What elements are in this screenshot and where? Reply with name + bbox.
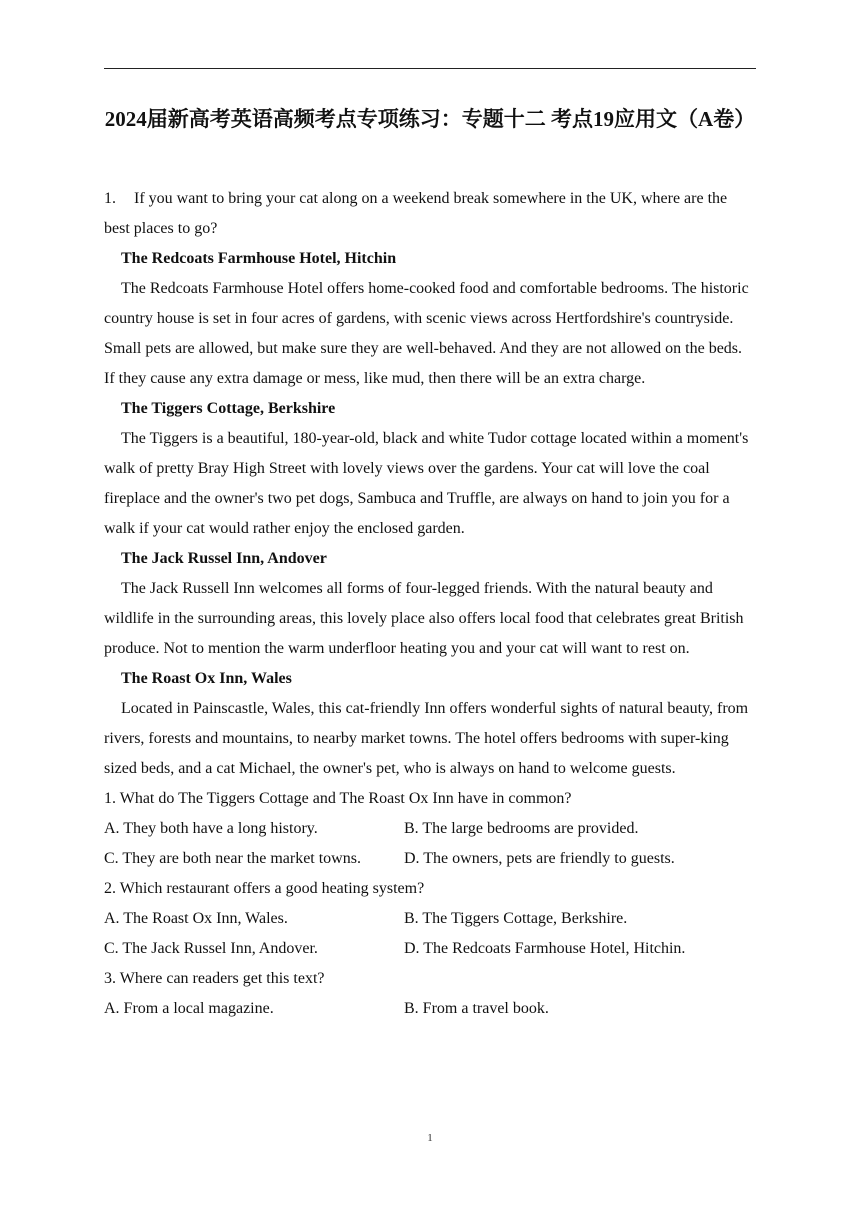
section-heading: The Redcoats Farmhouse Hotel, Hitchin [121, 250, 397, 267]
question-prompt-text: If you want to bring your cat along on a weekend break somewhere in the UK, where are the best places to go? [104, 190, 728, 237]
question-stem: 3. Where can readers get this text? [104, 970, 325, 987]
document-content [104, 184, 756, 1024]
option-a: A. They both have a long history. [104, 820, 318, 837]
option-row [104, 814, 756, 844]
section-heading: The Roast Ox Inn, Wales [121, 670, 292, 687]
page-number: 1 [427, 1132, 433, 1144]
option-row [104, 904, 756, 934]
section-body: The Tiggers is a beautiful, 180-year-old, black and white Tudor cottage located within a moment's walk of pretty Bray High Street with lovely views over the gardens. Your cat will love the coal fireplace and the owner's two pet dogs, Sambuca and Truffle, are always on hand to join you for a walk if your cat would rather enjoy the enclosed garden. [104, 430, 749, 537]
option-c: C. The Jack Russel Inn, Andover. [104, 940, 318, 957]
option-row [104, 994, 756, 1024]
option-b: B. The large bedrooms are provided. [404, 820, 639, 837]
option-b: B. The Tiggers Cottage, Berkshire. [404, 910, 628, 927]
question-prompt [104, 184, 756, 244]
option-row [104, 844, 756, 874]
header-rule [104, 68, 756, 69]
option-a: A. From a local magazine. [104, 1000, 274, 1017]
section-heading: The Tiggers Cottage, Berkshire [121, 400, 336, 417]
option-d: D. The Redcoats Farmhouse Hotel, Hitchin. [404, 940, 686, 957]
page-title: 2024届新高考英语高频考点专项练习：专题十二 考点19应用文（A卷） [104, 107, 756, 131]
question-number: 1. [104, 190, 116, 207]
section-heading: The Jack Russel Inn, Andover [121, 550, 327, 567]
option-a: A. The Roast Ox Inn, Wales. [104, 910, 288, 927]
question-stem: 1. What do The Tiggers Cottage and The Roast Ox Inn have in common? [104, 790, 572, 807]
option-row [104, 934, 756, 964]
option-c: C. They are both near the market towns. [104, 850, 361, 867]
section-body: Located in Painscastle, Wales, this cat-friendly Inn offers wonderful sights of natural beauty, from rivers, forests and mountains, to nearby market towns. The hotel offers bedrooms with super-king sized beds, and a cat Michael, the owner's pet, who is always on hand to welcome guests. [104, 700, 749, 777]
option-d: D. The owners, pets are friendly to guests. [404, 850, 675, 867]
section-body: The Redcoats Farmhouse Hotel offers home-cooked food and comfortable bedrooms. The historic country house is set in four acres of gardens, with scenic views across Hertfordshire's countryside. Small pets are allowed, but make sure they are well-behaved. And they are not allowed on the beds. If they cause any extra damage or mess, like mud, then there will be an extra charge. [104, 280, 749, 387]
section-body: The Jack Russell Inn welcomes all forms of four-legged friends. With the natural beauty and wildlife in the surrounding areas, this lovely place also offers local food that celebrates great British produce. Not to mention the warm underfloor heating you and your cat will want to rest on. [104, 580, 744, 657]
option-b: B. From a travel book. [404, 1000, 549, 1017]
question-stem: 2. Which restaurant offers a good heating system? [104, 880, 425, 897]
